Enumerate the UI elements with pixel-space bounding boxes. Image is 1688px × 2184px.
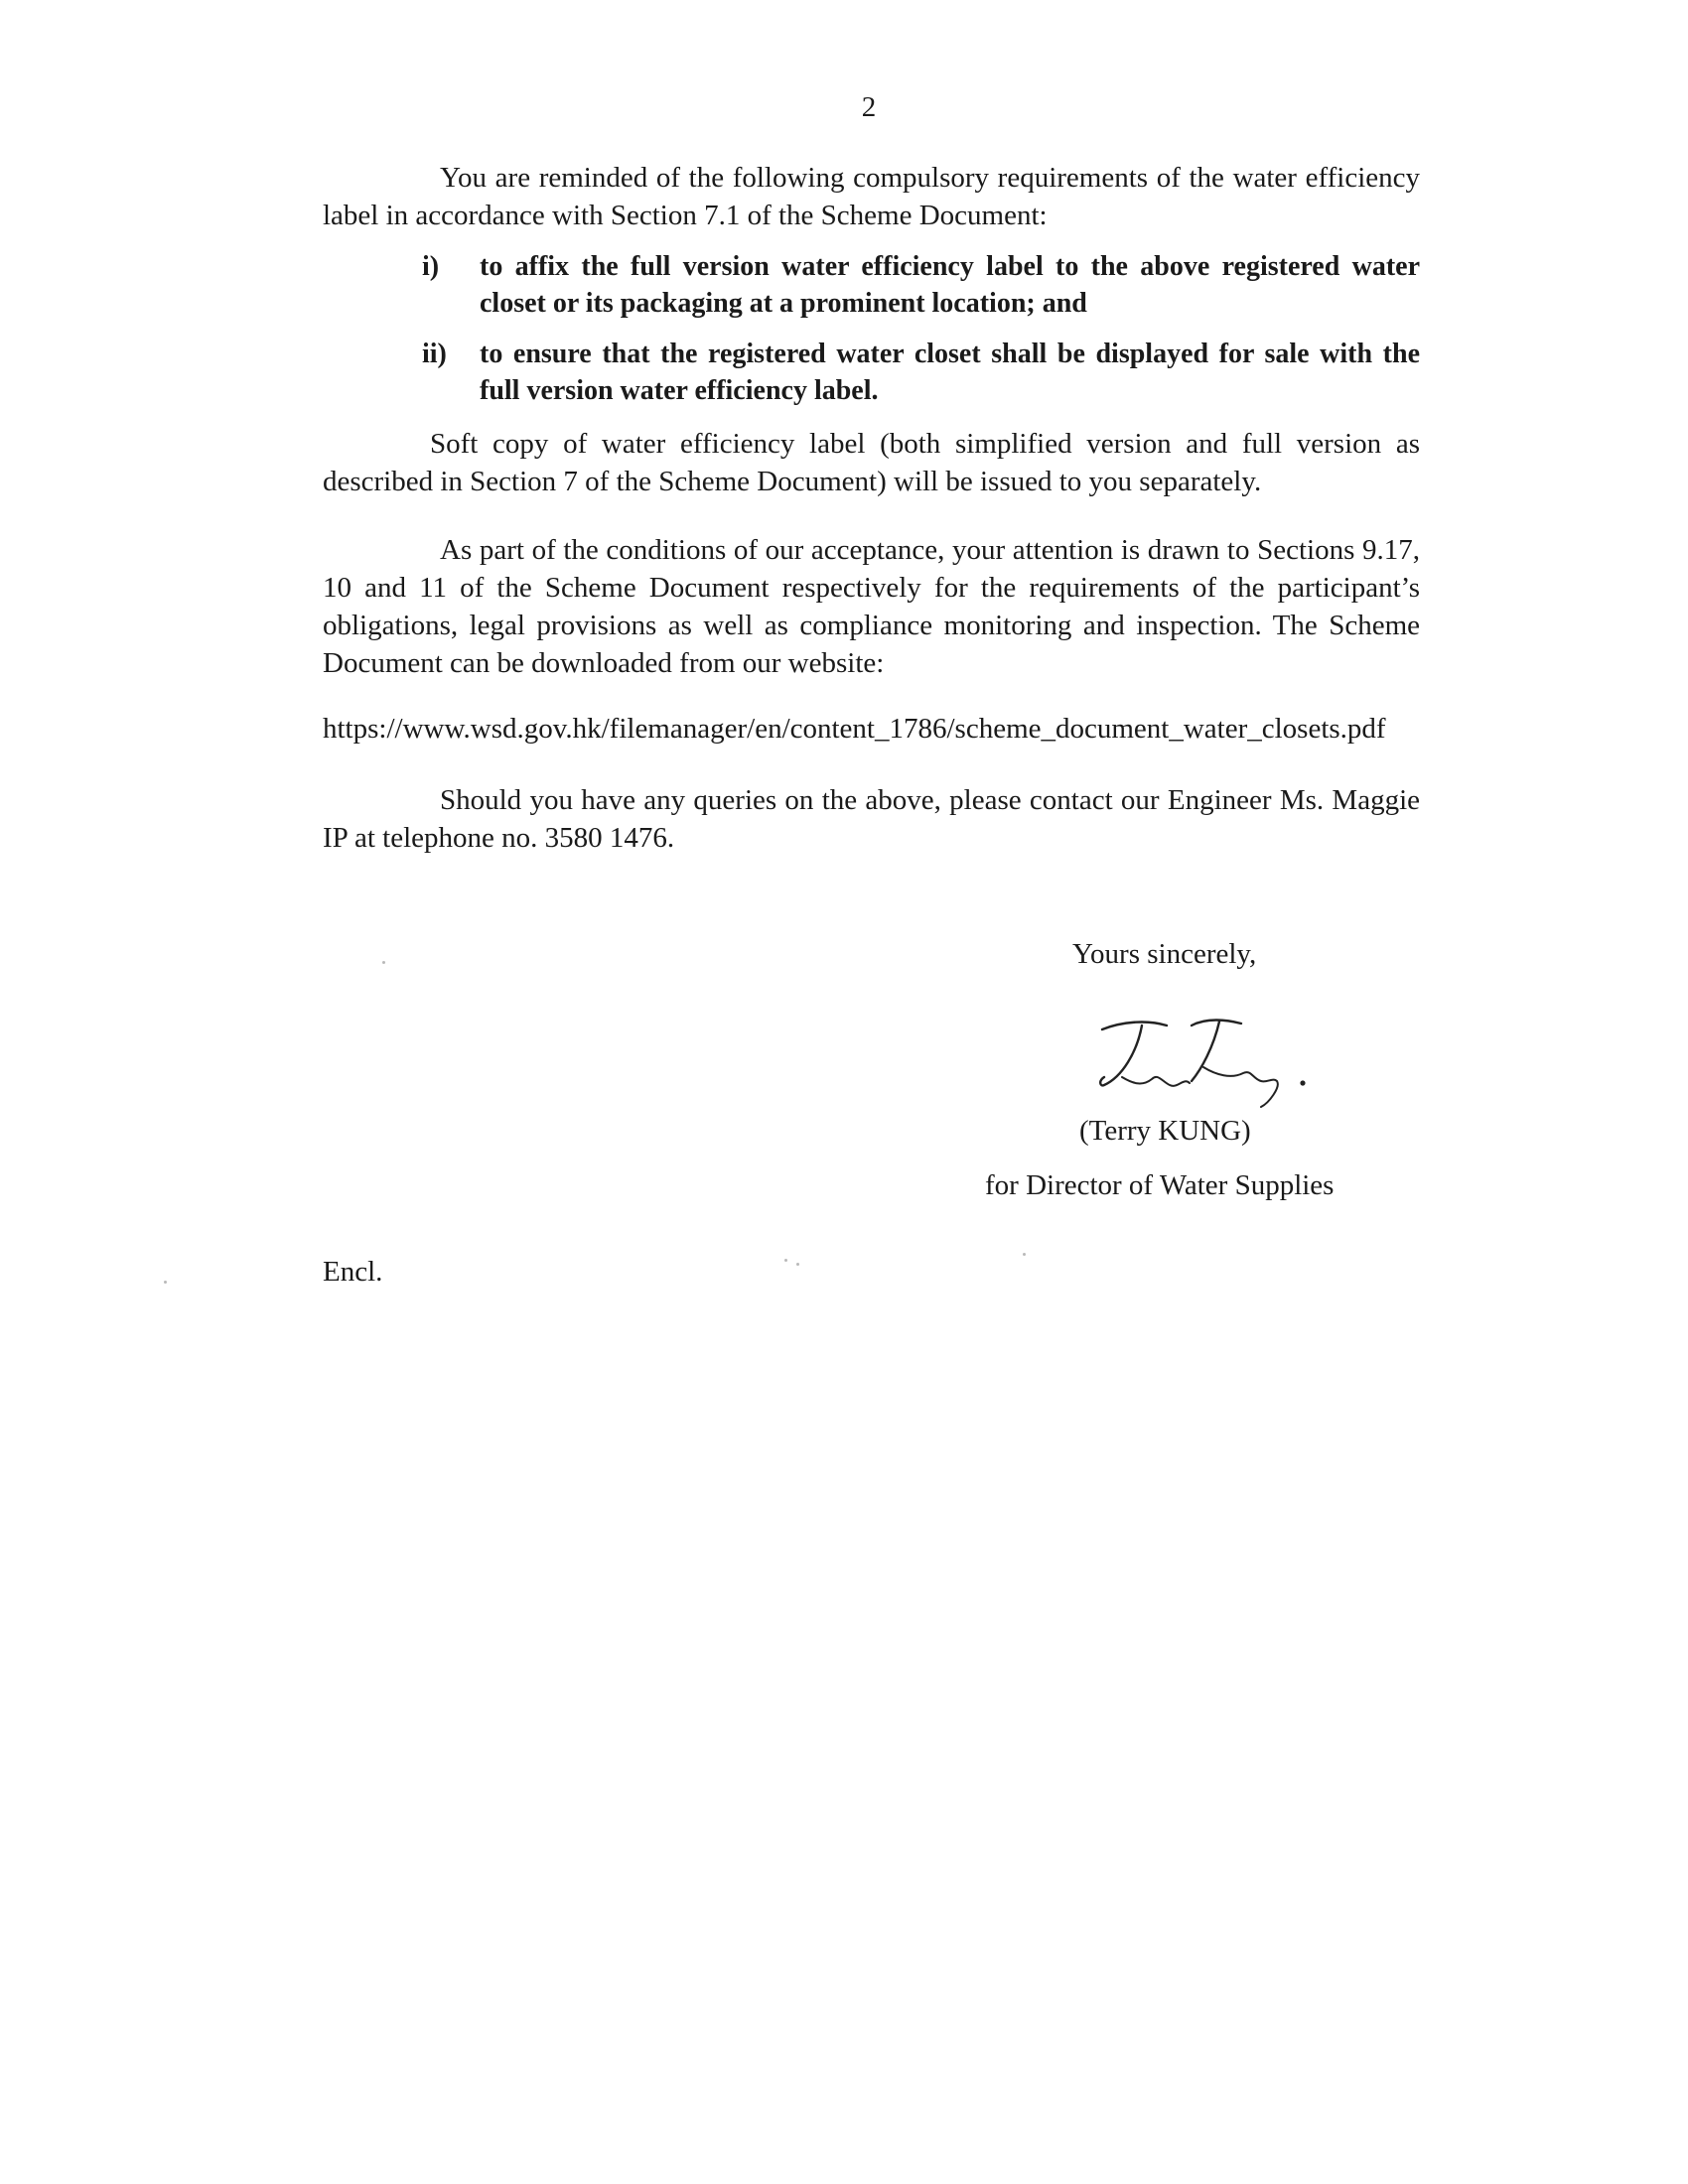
conditions-paragraph: As part of the conditions of our acceptance, your attention is drawn to Sections 9.17, 10 and 11 of the Scheme Document respectively for the requirements of the participant’s obligations, legal provisions as well as compliance monitoring and inspection. The Scheme Document can be downloaded from our website: (323, 534, 1420, 679)
requirement-text: to ensure that the registered water closet shall be displayed for sale with the full version water efficiency label. (480, 339, 1420, 406)
website-url[interactable]: https://www.wsd.gov.hk/filemanager/en/content_1786/scheme_document_water_closets.pdf (323, 713, 1386, 745)
requirement-item-1 (422, 248, 1420, 322)
requirements-list (422, 248, 1420, 409)
soft-copy-paragraph: Soft copy of water efficiency label (both simplified version and full version as described in Section 7 of the Scheme Document) will be issued to you separately. (323, 428, 1420, 497)
requirement-number: i) (422, 251, 440, 282)
queries-paragraph: Should you have any queries on the above, please contact our Engineer Ms. Maggie IP at telephone no. 3580 1476. (323, 784, 1420, 854)
enclosure-note: Encl. (323, 1256, 383, 1288)
page-number: 2 (861, 91, 877, 123)
scan-speck (164, 1281, 167, 1284)
scan-speck (382, 961, 385, 964)
handwritten-signature (1092, 1008, 1321, 1117)
scan-speck (796, 1263, 799, 1266)
reminder-paragraph: You are reminded of the following compulsory requirements of the water efficiency label in accordance with Section 7.1 of the Scheme Document: (323, 162, 1420, 231)
requirement-text: to affix the full version water efficiency label to the above registered water closet or its packaging at a prominent location; and (480, 251, 1420, 319)
requirement-number: ii) (422, 339, 447, 369)
requirement-item-2 (422, 336, 1420, 409)
scan-speck (784, 1259, 787, 1262)
signatory-title: for Director of Water Supplies (985, 1169, 1335, 1201)
scan-speck (1023, 1253, 1026, 1256)
signatory-name: (Terry KUNG) (1079, 1115, 1251, 1147)
closing-salutation: Yours sincerely, (1072, 938, 1257, 970)
